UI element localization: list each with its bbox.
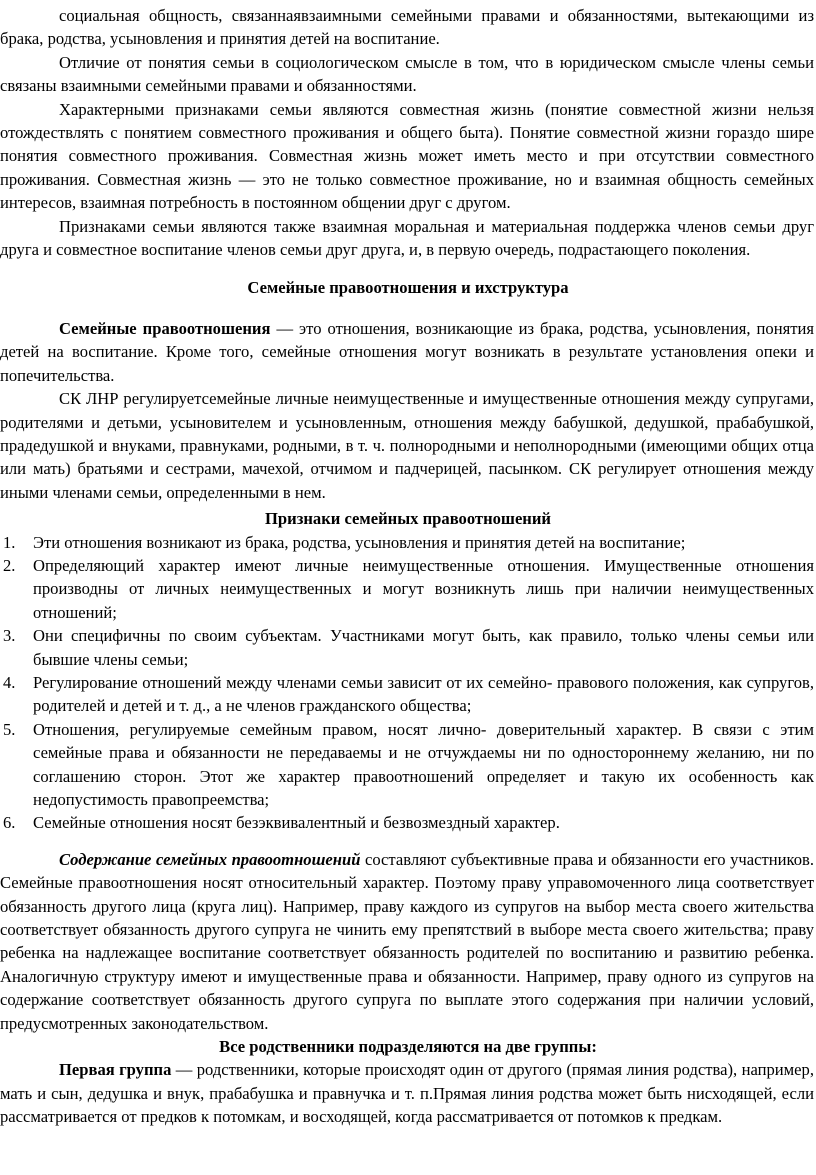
paragraph-first-group: [0, 1058, 814, 1128]
paragraph-relations-content: [0, 848, 814, 1035]
term-relations-content: Содержание семейных правоотношений: [59, 849, 361, 869]
list-item: [0, 718, 816, 812]
section-heading-relatives: Все родственники подразделяются на две группы:: [219, 1037, 597, 1057]
list-number: 1.: [3, 532, 16, 552]
paragraph-family-features: Характерными признаками семьи являются совместная жизнь (понятие совместной жизни нельзя отождествлять с понятием совместного проживания и общего быта). Понятие совместной жизни гораздо шире понятия совместного проживания. Совместная жизнь может иметь место и при отсутствии совместного проживания. Совместная жизнь — это не только совместное проживание, но и взаимная общность семейных интересов, взаимная потребность в постоянном общении друг с другом.: [0, 99, 814, 213]
list-item: [0, 554, 816, 624]
term-family-relations: Семейные правоотношения: [59, 318, 271, 338]
list-item: [0, 531, 816, 554]
section-heading-features: Признаки семейных правоотношений: [265, 509, 551, 529]
relations-content-text: составляют субъективные права и обязанности его участников. Семейные правоотношения носят относительный характер. Поэтому праву управомоченного лица соответствует обязанность другого лица (круга лиц). Например, праву каждого из супругов на выбор места своего жительства соответствует обязанность другого супруга не чинить ему препятствий в выборе места своего жительства; праву ребенка на надлежащее воспитание соответствует обязанность родителей по воспитанию и развитию ребенка. Аналогичную структуру имеют и имущественные права и обязанности. Например, праву одного из супругов на содержание соответствует обязанность другого супруга по выплате этого содержания при наличии условий, предусмотренных законодательством.: [0, 849, 814, 1033]
relations-section: [0, 317, 816, 504]
first-group-text: — родственники, которые происходят один от другого (прямая линия родства), например, мать и сын, дедушка и внук, прабабушка и правнучка и т. п.Прямая линия родства может быть нисходящей, если рассматривается от предков к потомкам, и восходящей, когда рассматривается от потомков к предкам.: [0, 1060, 814, 1127]
list-number: 5.: [3, 719, 16, 739]
features-list: [0, 531, 816, 835]
section-heading-structure: Семейные правоотношения и ихструктура: [247, 278, 569, 298]
list-text: Регулирование отношений между членами семьи зависит от их семейно- правового положения, как супругов, родителей и детей и т. д., а не членов гражданского общества;: [33, 672, 814, 716]
term-first-group: Первая группа: [59, 1060, 172, 1080]
list-text: Семейные отношения носят безэквивалентный и безвозмездный характер.: [33, 813, 560, 833]
list-item: [0, 671, 816, 718]
list-number: 3.: [3, 626, 16, 646]
paragraph-family-definition: социальная общность, связаннаявзаимными семейными правами и обязанностями, вытекающими из брака, родства, усыновления и принятия детей на воспитание.: [0, 6, 814, 49]
list-number: 4.: [3, 672, 16, 692]
paragraph-mutual-support: Признаками семьи являются также взаимная моральная и материальная поддержка членов семьи друг друга и совместное воспитание членов семьи друг друга, и, в первую очередь, подрастающего поколения.: [0, 216, 814, 260]
paragraph-legal-difference: Отличие от понятия семьи в социологическом смысле в том, что в юридическом смысле члены семьи связаны взаимными семейными правами и обязанностями.: [0, 52, 814, 96]
intro-section: [0, 4, 816, 261]
list-number: 2.: [3, 555, 16, 575]
spacer: [0, 835, 816, 848]
relations-definition-text: — это отношения, возникающие из брака, родства, усыновления, понятия детей на воспитание. Кроме того, семейные отношения могут возникать в результате установления опеки и попечительства.: [0, 318, 814, 385]
list-text: Отношения, регулируемые семейным правом, носят лично- доверительный характер. В связи с этим семейные права и обязанности не передаваемы и не отчуждаемы ни по одностороннему желанию, ни по соглашению сторон. Этот же характер правоотношений определяет и такую их особенность как недопустимость правопреемства;: [33, 719, 814, 809]
list-item: [0, 624, 816, 671]
list-item: [0, 811, 816, 834]
paragraph-family-code: СК ЛНР регулируетсемейные личные неимущественные и имущественные отношения между супругами, родителями и детьми, усыновителем и усыновленным, отношения между бабушкой, дедушкой, прабабушкой, прадедушкой и внуками, правнуками, родными, в т. ч. полнородными и неполнородными (имеющими общих отца или мать) братьями и сестрами, мачехой, отчимом и падчерицей, пасынком. СК регулирует отношения между иными членами семьи, определенными в нем.: [0, 389, 814, 502]
list-number: 6.: [3, 813, 16, 833]
list-text: Эти отношения возникают из брака, родства, усыновления и принятия детей на воспитание;: [33, 532, 686, 552]
relatives-section: [0, 1058, 816, 1128]
list-text: Они специфичны по своим субъектам. Участниками могут быть, как правило, только члены семьи или бывшие члены семьи;: [33, 626, 814, 669]
paragraph-relations-definition: [0, 317, 814, 387]
list-text: Определяющий характер имеют личные неимущественные отношения. Имущественные отношения производны от личных неимущественных и могут возникнуть лишь при наличии неимущественных отношений;: [33, 555, 814, 622]
content-section: [0, 848, 816, 1035]
